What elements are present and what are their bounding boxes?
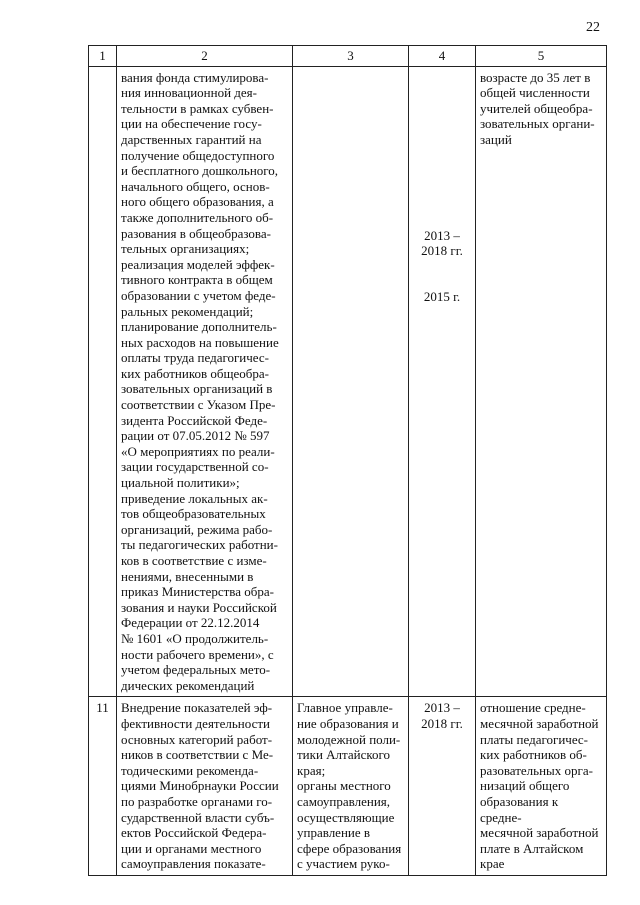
deadline-cell: 2013 – 2018 гг. — [409, 697, 476, 876]
row-number-cell — [89, 66, 117, 697]
header-col-5: 5 — [476, 46, 607, 67]
table-header-row — [89, 46, 607, 67]
deadline-cell — [409, 66, 476, 697]
deadline-spacer — [413, 259, 471, 289]
measure-description-cell: вания фонда стимулирова- ния инновационной дея- тельности в рамках субвен- ции на обеспечение госу- дарственных гарантий на получение общедоступного и бесплатного дошкольного, начального общего, основ- ного общего образования, а также дополнительного об- разования в общеобразова- тельных организациях; реализация моделей эффек- тивного контракта в общем образовании с учетом феде- ральных рекомендаций; планирование дополнитель- ных расходов на повышение оплаты труда педагогичес- ких работников общеобра- зовательных организаций в соответствии с Указом Пре- зидента Российской Феде- рации от 07.05.2012 № 597 «О мероприятиях по реали- зации государственной со- циальной политики»; приведение локальных ак- тов общеобразовательных организаций, режима рабо- ты педагогических работни- ков в соответствие с изме- нениями, внесенными в приказ Министерства обра- зования и науки Российской Федерации от 22.12.2014 № 1601 «О продолжитель- ности рабочего времени», с учетом федеральных мето- дических рекомендаций — [117, 66, 293, 697]
row-number-cell: 11 — [89, 697, 117, 876]
header-col-3: 3 — [293, 46, 409, 67]
table-row-11 — [89, 697, 607, 876]
responsible-cell: Главное управле- ние образования и молодежной поли- тики Алтайского края; органы местного самоуправления, осуществляющие управление в сфере образования с участием руко- — [293, 697, 409, 876]
table-row-continued — [89, 66, 607, 697]
deadline-period: 2013 – 2018 гг. — [421, 227, 463, 259]
indicator-cell: отношение средне- месячной заработной платы педагогичес- ких работников об- разовательных орга- низаций общего образования к средне- месячной заработной плате в Алтайском крае — [476, 697, 607, 876]
measures-table — [88, 45, 607, 876]
indicator-cell: возрасте до 35 лет в общей численности учителей общеобра- зовательных органи- заций — [476, 66, 607, 697]
measure-description-cell: Внедрение показателей эф- фективности деятельности основных категорий работ- ников в соответствии с Ме- тодическими рекоменда- циями Минобрнауки России по разработке органами го- сударственной власти субъ- ектов Российской Федера- ции и органами местного самоуправления показате- — [117, 697, 293, 876]
header-col-2: 2 — [117, 46, 293, 67]
deadline-year: 2015 г. — [423, 288, 461, 304]
header-col-1: 1 — [89, 46, 117, 67]
page-number: 22 — [586, 20, 600, 35]
deadline-spacer — [413, 70, 471, 228]
header-col-4: 4 — [409, 46, 476, 67]
responsible-cell — [293, 66, 409, 697]
